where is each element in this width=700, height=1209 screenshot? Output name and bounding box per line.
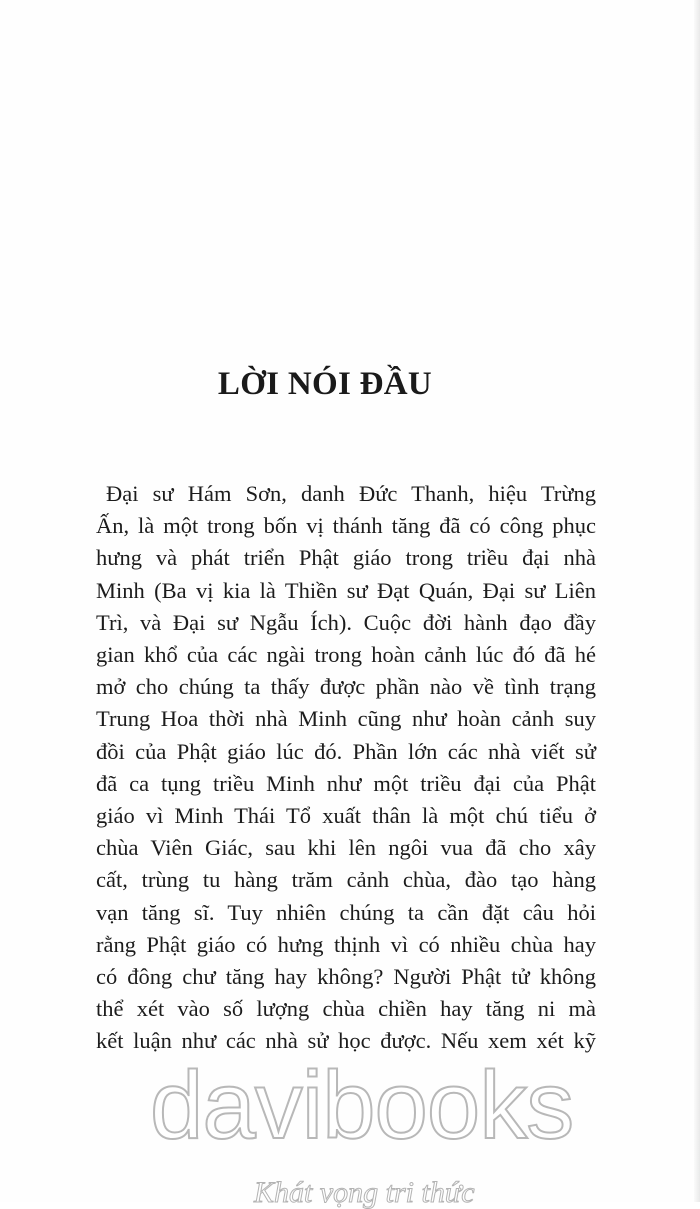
text-line: đồi của Phật giáo lúc đó. Phần lớn các nhà viết sử [96,738,596,764]
text-line: Đại sư Hám Sơn, danh Đức Thanh, hiệu Trừng [106,481,596,506]
page-edge-shadow [694,0,700,1202]
text-line: gian khổ của các ngài trong hoàn cảnh lúc đó đã hé [96,642,596,668]
text-line: cất, trùng tu hàng trăm cảnh chùa, đào tạo hàng [96,867,596,893]
watermark-tagline: Khát vọng tri thức [254,1176,475,1209]
text-line: rằng Phật giáo có hưng thịnh vì có nhiều chùa hay [96,931,596,957]
text-line: mở cho chúng ta thấy được phần nào về tình trạng [96,674,596,700]
text-line: chùa Viên Giác, sau khi lên ngôi vua đã cho xây [96,835,596,861]
text-line: Minh (Ba vị kia là Thiền sư Đạt Quán, Đại sư Liên [96,577,596,603]
preface-paragraph [96,478,596,1058]
chapter-heading: LỜI NÓI ĐẦU [217,366,433,402]
text-line: hưng và phát triển Phật giáo trong triều đại nhà [96,545,596,571]
text-line: vạn tăng sĩ. Tuy nhiên chúng ta cần đặt câu hỏi [96,899,596,925]
text-line: đã ca tụng triều Minh như một triều đại của Phật [96,770,596,796]
publisher-watermark [150,1052,574,1209]
text-line: Trì, và Đại sư Ngẫu Ích). Cuộc đời hành đạo đầy [96,609,596,635]
text-line: kết luận như các nhà sử học được. Nếu xem xét kỹ [96,1028,596,1054]
text-line: Trung Hoa thời nhà Minh cũng như hoàn cảnh suy [96,706,596,732]
watermark-brand: davibooks [150,1052,574,1159]
text-line: giáo vì Minh Thái Tổ xuất thân là một chú tiểu ở [96,803,596,829]
text-line: thể xét vào số lượng chùa chiền hay tăng ni mà [96,996,596,1022]
text-line: có đông chư tăng hay không? Người Phật tử không [96,964,596,990]
text-line: Ấn, là một trong bốn vị thánh tăng đã có công phục [96,513,596,539]
